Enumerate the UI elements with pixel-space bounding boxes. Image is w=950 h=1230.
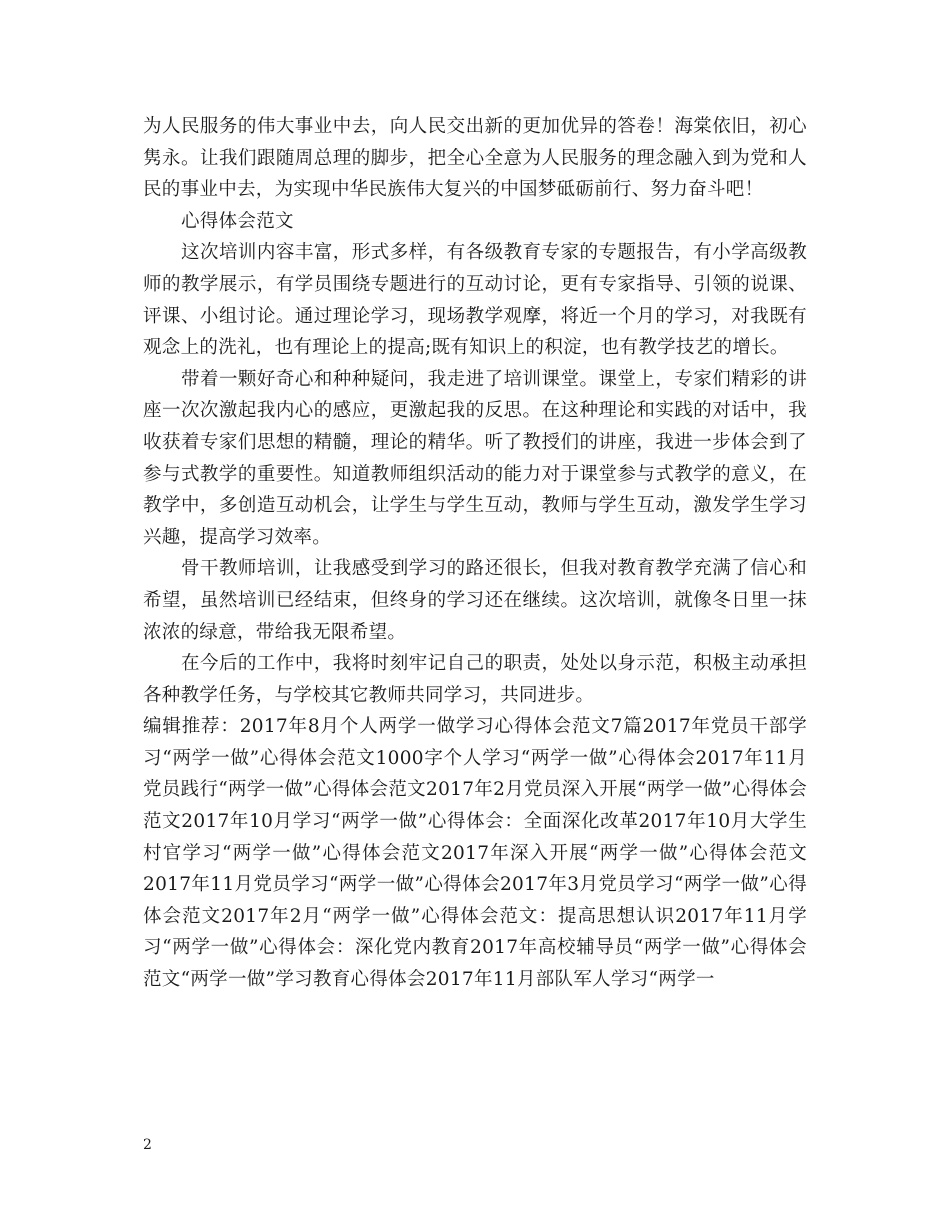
paragraph-training-content: 这次培训内容丰富，形式多样，有各级教育专家的专题报告，有小学高级教师的教学展示，有学员围绕专题进行的互动讨论，更有专家指导、引领的说课、评课、小组讨论。通过理论学习，现场教学观摩，将近一个月的学习，对我既有观念上的洗礼，也有理论上的提高;既有知识上的积淀，也有教学技艺的增长。 [143, 242, 807, 359]
paragraph-future-work: 在今后的工作中，我将时刻牢记自己的职责，处处以身示范，积极主动承担各种教学任务，与学校其它教师共同学习，共同进步。 [143, 653, 807, 706]
page-number: 2 [143, 1137, 152, 1153]
editor-recommendation: 编辑推荐：2017年8月个人两学一做学习心得体会范文7篇2017年党员干部学习“两学一做”心得体会范文1000字个人学习“两学一做”心得体会2017年11月党员践行“两学一做”心得体会范文2017年2月党员深入开展“两学一做”心得体会范文2017年10月学习“两学一做”心得体会：全面深化改革2017年10月大学生村官学习“两学一做”心得体会范文2017年深入开展“两学一做”心得体会范文2017年11月党员学习“两学一做”心得体会2017年3月党员学习“两学一做”心得体会范文2017年2月“两学一做”心得体会范文：提高思想认识2017年11月学习“两学一做”心得体会：深化党内教育2017年高校辅导员“两学一做”心得体会范文“两学一做”学习教育心得体会2017年11月部队军人学习“两学一 [143, 716, 807, 991]
document-body [143, 111, 807, 996]
section-heading: 心得体会范文 [181, 210, 294, 232]
paragraph-classroom: 带着一颗好奇心和种种疑问，我走进了培训课堂。课堂上，专家们精彩的讲座一次次激起我内心的感应，更激起我的反思。在这种理论和实践的对话中，我收获着专家们思想的精髓，理论的精华。听了教授们的讲座，我进一步体会到了参与式教学的重要性。知道教师组织活动的能力对于课堂参与式教学的意义，在教学中，多创造互动机会，让学生与学生互动，教师与学生互动，激发学生学习兴趣，提高学习效率。 [143, 368, 807, 548]
paragraph-backbone-teacher: 骨干教师培训，让我感受到学习的路还很长，但我对教育教学充满了信心和希望，虽然培训已经结束，但终身的学习还在继续。这次培训，就像冬日里一抹浓浓的绿意，带给我无限希望。 [143, 558, 807, 643]
paragraph-continuation: 为人民服务的伟大事业中去，向人民交出新的更加优异的答卷！海棠依旧，初心隽永。让我们跟随周总理的脚步，把全心全意为人民服务的理念融入到为党和人民的事业中去，为实现中华民族伟大复兴的中国梦砥砺前行、努力奋斗吧！ [143, 116, 807, 201]
